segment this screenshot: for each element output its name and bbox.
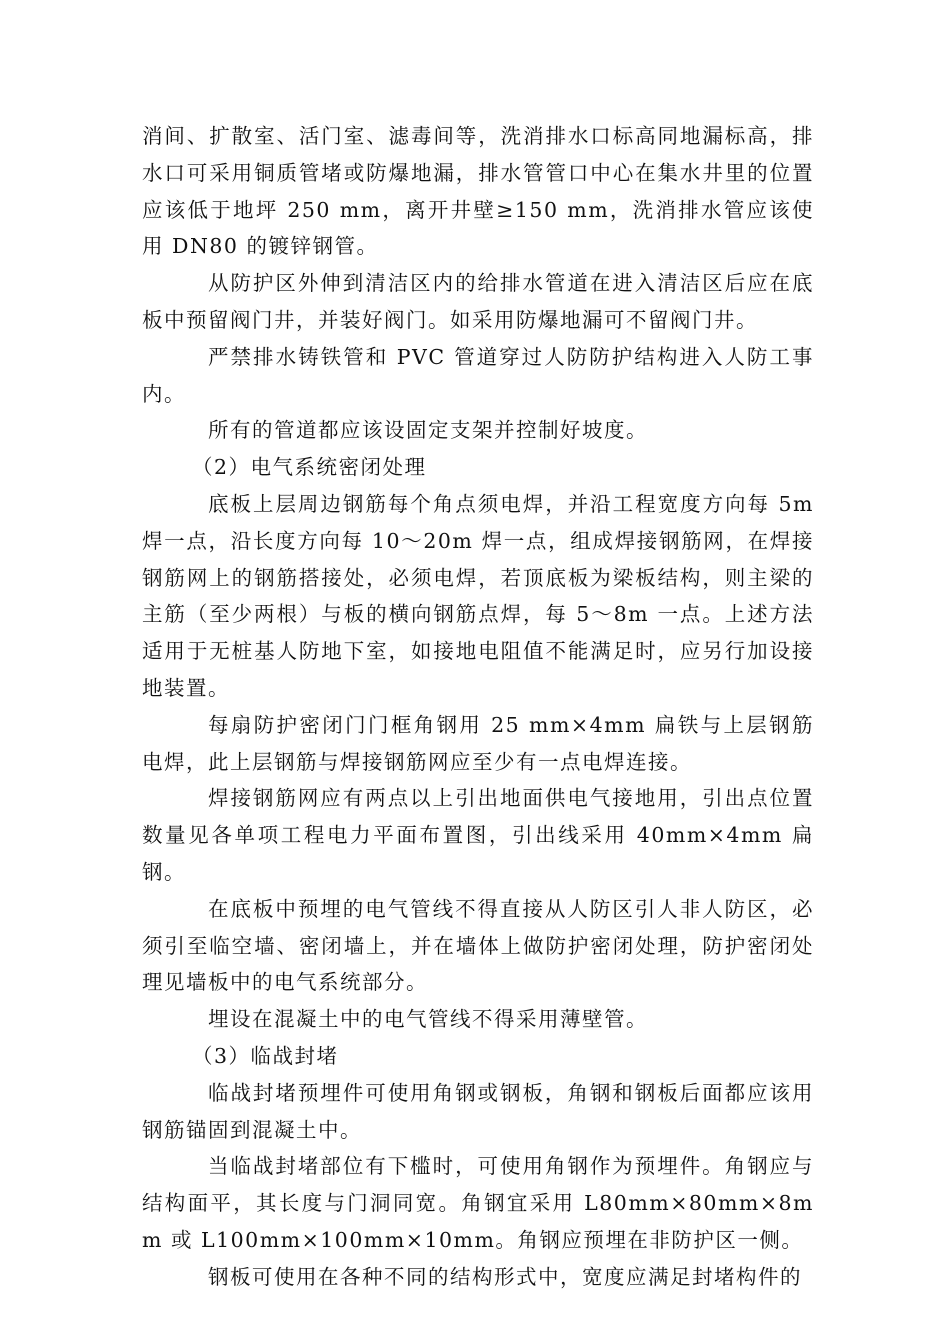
paragraph-door-frame-welding: 每扇防护密闭门门框角钢用 25 mm×4mm 扁铁与上层钢筋电焊，此上层钢筋与焊接钢筋网应至少有一点电焊连接。 [142,712,814,774]
paragraph-drainage-continued: 消间、扩散室、活门室、滤毒间等，洗消排水口标高同地漏标高，排水口可采用铜质管堵或防爆地漏，排水管管口中心在集水井里的位置应该低于地坪 250 mm，离开井壁≥150 mm，洗消排水管应该使用 DN80 的镀锌钢管。 [142,124,814,259]
paragraph-embedded-conduits: 在底板中预埋的电气管线不得直接从人防区引人非人防区，必须引至临空墙、密闭墙上，并在墙体上做防护密闭处理，防护密闭处理见墙板中的电气系统部分。 [142,896,814,995]
paragraph-pipe-prohibition: 严禁排水铸铁管和 PVC 管道穿过人防防护结构进入人防工事内。 [142,344,814,406]
paragraph-pipe-support: 所有的管道都应该设固定支架并控制好坡度。 [208,418,648,443]
paragraph-steel-plate: 钢板可使用在各种不同的结构形式中，宽度应满足封堵构件的 [208,1264,802,1289]
paragraph-rebar-welding: 底板上层周边钢筋每个角点须电焊，并沿工程宽度方向每 5m 焊一点，沿长度方向每 10～20m 焊一点，组成焊接钢筋网，在焊接钢筋网上的钢筋搭接处，必须电焊，若顶底板为梁板结构，则主梁的主筋（至少两根）与板的横向钢筋点焊，每 5～8m 一点。上述方法适用于无桩基人防地下室，如接地电阻值不能满足时，应另行加设接地装置。 [142,491,814,700]
body-text [142,118,814,1296]
section-heading-electrical-sealing: （2）电气系统密闭处理 [192,455,427,480]
paragraph-valve-well: 从防护区外伸到清洁区内的给排水管道在进入清洁区后应在底板中预留阀门井，并装好阀门。如采用防爆地漏可不留阀门井。 [142,271,814,332]
paragraph-embedded-parts: 临战封堵预埋件可使用角钢或钢板，角钢和钢板后面都应该用钢筋锚固到混凝土中。 [142,1080,814,1142]
paragraph-grounding-leads: 焊接钢筋网应有两点以上引出地面供电气接地用，引出点位置数量见各单项工程电力平面布置图，引出线采用 40mm×4mm 扁钢。 [142,786,814,884]
paragraph-angle-steel: 当临战封堵部位有下槛时，可使用角钢作为预埋件。角钢应与结构面平，其长度与门洞同宽。角钢宜采用 L80mm×80mm×8mm 或 L100mm×100mm×10mm。角钢应预埋在非防护区一侧。 [142,1154,814,1252]
section-heading-wartime-sealing: （3）临战封堵 [192,1043,339,1068]
paragraph-thin-wall-prohibition: 埋设在混凝土中的电气管线不得采用薄壁管。 [208,1007,648,1032]
